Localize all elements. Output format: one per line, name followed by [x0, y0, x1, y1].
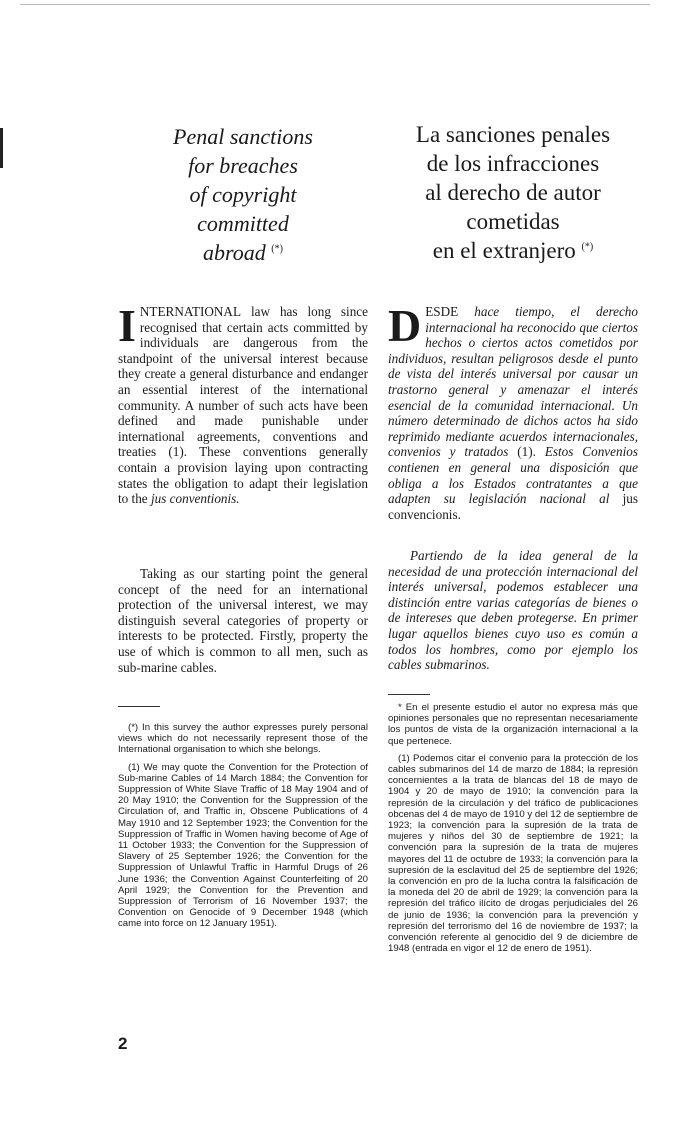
- spanish-paragraph-1: [388, 300, 638, 522]
- title-line-text: en el extranjero: [432, 238, 576, 263]
- footnote-divider: [388, 694, 430, 695]
- title-spanish: [388, 120, 638, 265]
- footnote: (1) We may quote the Convention for the Protection of Sub-marine Cables of 14 March 1884; the Convention for Suppression of White Slave Traffic of 18 May 1904 and of 20 May 1910; the Convention for the Suppression of the Circulation of, and Traffic in, Obscene Publications of 4 May 1910 and 12 September 1923; the Convention for the Suppression of Traffic in Women having become of Age of 11 October 1933; the Convention for the Suppression of Slavery of 25 September 1926; the Convention for the Suppression of Unlawful Traffic in Harmful Drugs of 26 June 1936; the Convention Against Counterfeiting of 20 April 1929; the Convention for the Prevention and Suppression of Terrorism of 16 November 1937; the Convention on Genocide of 9 December 1948 (which came into force on 12 January 1951).: [118, 761, 368, 930]
- title-line: for breaches: [188, 153, 298, 178]
- footnote: * En el presente estudio el autor no expresa más que opiniones personales que no representan necesariamente los puntos de vista de la organización internacional a la que pertenece.: [388, 702, 638, 747]
- title-line-text: abroad: [203, 240, 266, 265]
- spanish-paragraph-2: Partiendo de la idea general de la necesidad de una protección internacional del interés universal, podemos establecer una distinción entre varias categorías de bienes o de intereses que deben protegerse. En primer lugar aquellos bienes cuyo uso es común a todos los hombres, como por ejemplo los cables submarinos.: [388, 548, 638, 673]
- title-line: de los infracciones: [426, 151, 600, 176]
- top-rule: [20, 4, 650, 5]
- drop-cap: I: [118, 300, 136, 351]
- title-line: cometidas: [466, 209, 560, 234]
- smallcaps-lead: NTERNATIONAL: [139, 304, 241, 319]
- title-english: [118, 122, 368, 267]
- drop-cap: D: [388, 300, 422, 351]
- italic-term: jus conventionis.: [150, 491, 240, 507]
- footnote-marker: (*): [581, 241, 594, 253]
- footnotes-english: [118, 722, 368, 936]
- footnote: (*) In this survey the author expresses purely personal views which do not necessarily represent those of the International organisation to which she belongs.: [118, 722, 368, 756]
- english-paragraph-2: Taking as our starting point the general concept of the need for an international protection of the universal interest, we may distinguish several categories of property or interests to be protected. Firstly, property the use of which is common to all men, such as sub-marine cables.: [118, 566, 368, 675]
- smallcaps-lead: ESDE: [425, 304, 459, 319]
- scan-edge-mark: [0, 128, 3, 168]
- footnote: (1) Podemos citar el convenio para la protección de los cables submarinos del 14 de marzo de 1884; la represión concernientes a la trata de blancas del 18 de mayo de 1904 y 20 de mayo de 1910; la convención para la represión de la circulación y del tráfico de publicaciones obcenas del 4 de mayo de 1910 y del 12 de septiembre de 1923; la convención para la supresión de la trata de mujeres y niños del 30 de septiembre de 1921; la convención para la supresión de la trata de mujeres mayores del 11 de octubre de 1933; la convención para la supresión de la esclavitud del 25 de septiembre del 1926; la convención en pro de la lucha contra la falsificación de la moneda del 20 de abril de 1929; la convención para la represión del tráfico ilícito de drogas perjudiciales del 26 de junio de 1936; la convención para la prevención y represión del terrorismo del 16 de noviembre de 1937; la convención referente al genocidio del 9 de diciembre de 1948 (entrada en vigor el 12 de enero de 1951).: [388, 752, 638, 955]
- paragraph-text: hace tiempo, el derecho internacional ha reconocido que ciertos hechos o ciertos actos cometidos por individuos, resultan peligrosos desde el punto de vista del interés universal por causar un trastorno general y amenazar el interés esencial de la comunidad internacional. Un número determinado de dichos actos ha sido reprimido mediante acuerdos internacionales, convenios y tratados: [388, 304, 638, 460]
- paragraph-text: Estos Convenios contienen en general una disposición que obliga a los Estados contratantes a que adapten su legislación nacional al: [388, 444, 638, 507]
- paragraph-text: law has long since recognised that certain acts committed by individuals are dangerous from the standpoint of the universal interest because they create a general disturbance and endanger an essential interest of the international community. A number of such acts have been defined and made punishable under international agreements, conventions and treaties (1). These conventions generally contain a provision laying upon contracting states the obligation to adapt their legislation to the: [118, 304, 368, 507]
- title-line: [118, 238, 368, 267]
- title-line: [388, 236, 638, 265]
- roman-term: jus convencionis.: [388, 491, 638, 522]
- english-paragraph-1: [118, 300, 368, 507]
- footnotes-spanish: [388, 702, 638, 960]
- title-line: La sanciones penales: [415, 122, 611, 147]
- roman-ref: (1).: [517, 444, 536, 460]
- title-line: al derecho de autor: [425, 180, 601, 205]
- footnote-divider: [118, 706, 160, 707]
- page-number: 2: [118, 1034, 128, 1053]
- title-line: committed: [197, 211, 289, 236]
- title-line: Penal sanctions: [173, 124, 313, 149]
- title-line: of copyright: [189, 182, 297, 207]
- footnote-marker: (*): [271, 243, 283, 255]
